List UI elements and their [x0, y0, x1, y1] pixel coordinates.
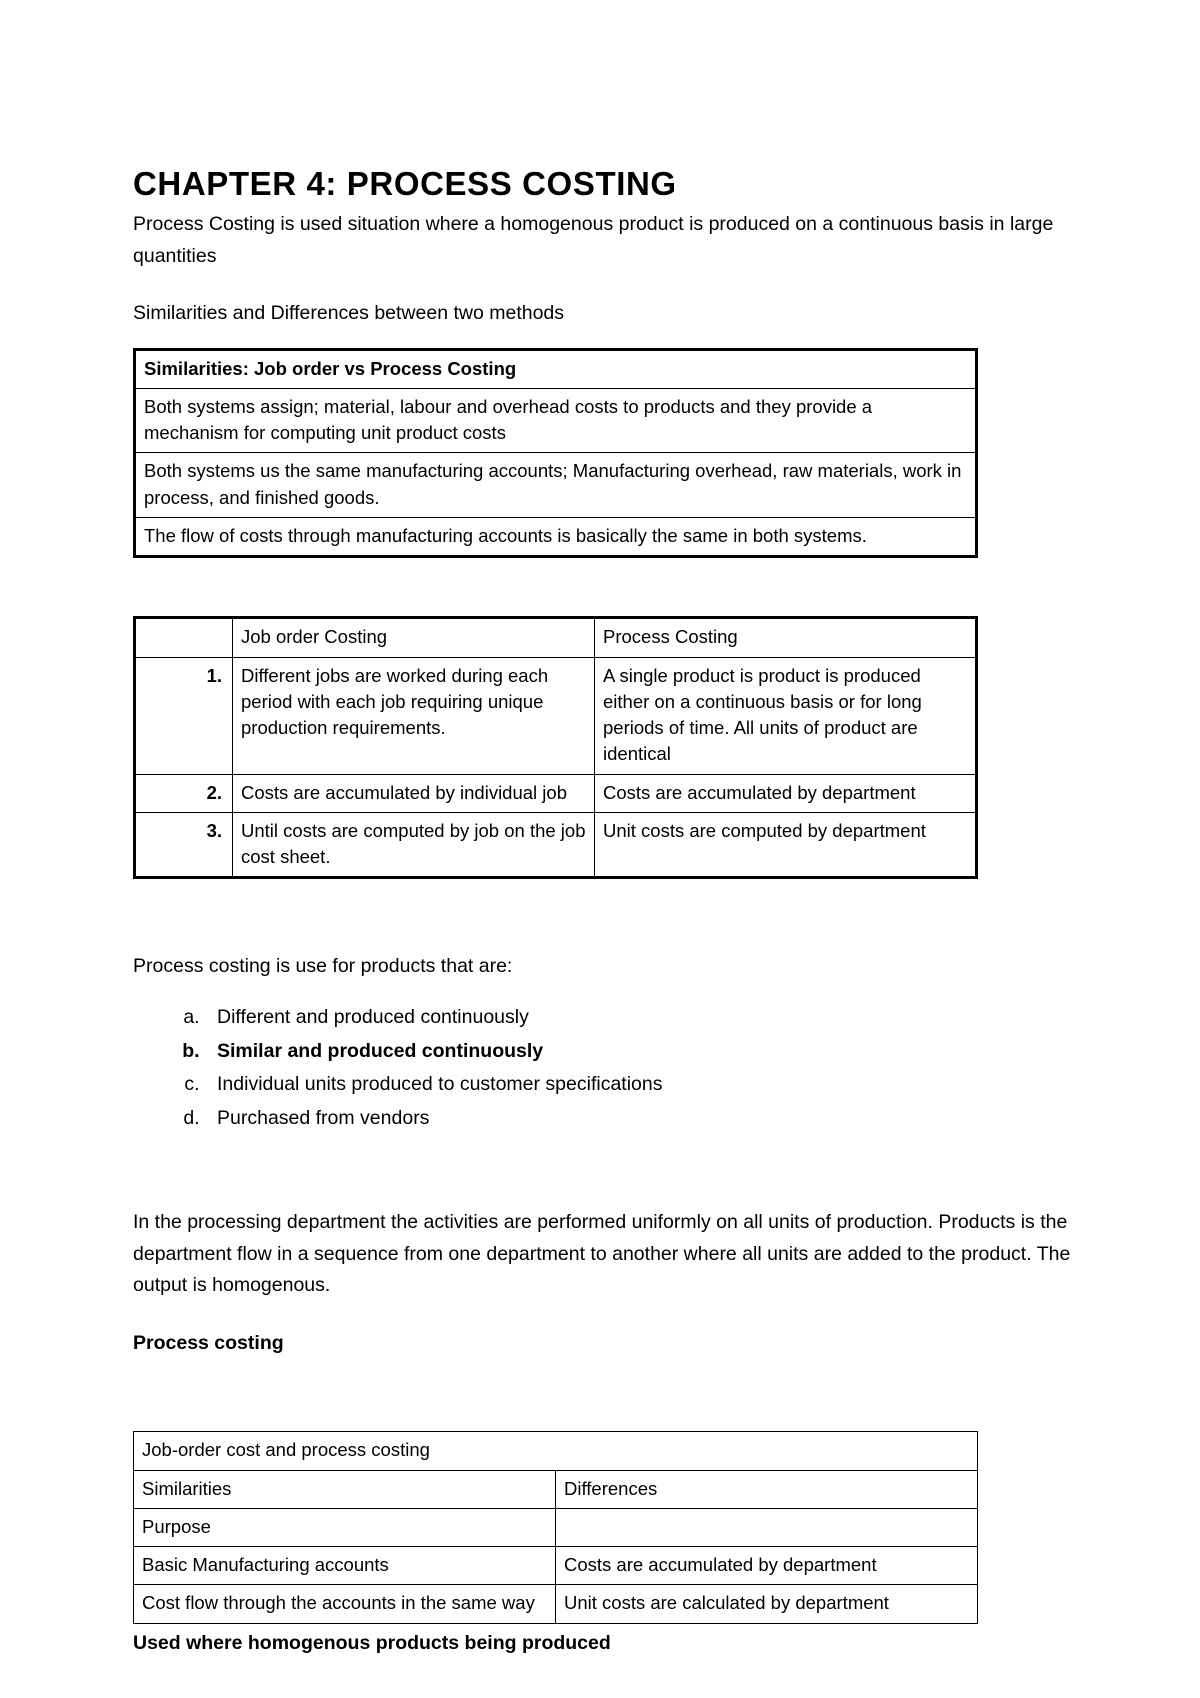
table-row — [135, 349, 977, 388]
table-row — [135, 618, 977, 657]
spacer — [133, 879, 1080, 951]
comparison-table-header-process: Process Costing — [595, 618, 977, 657]
table-row — [134, 1585, 978, 1623]
comparison-table-header-job-order: Job order Costing — [233, 618, 595, 657]
table-row — [135, 388, 977, 453]
page-title: CHAPTER 4: PROCESS COSTING — [133, 165, 677, 202]
table-row — [135, 657, 977, 774]
similarities-table — [133, 348, 978, 559]
footer-note: Used where homogenous products being produced — [133, 1631, 611, 1654]
table-row — [135, 812, 977, 878]
summary-cell-difference — [556, 1508, 978, 1546]
comparison-cell-process: A single product is product is produced either on a continuous basis or for long periods of time. All units of product are identical — [595, 657, 977, 774]
summary-table-header: Job-order cost and process costing — [134, 1432, 978, 1470]
summary-table — [133, 1431, 978, 1623]
intro-paragraph: Process Costing is used situation where a homogenous product is produced on a continuous basis in large quantities — [133, 212, 1054, 267]
comparison-cell-process: Costs are accumulated by department — [595, 774, 977, 812]
spacer — [133, 1135, 1080, 1207]
list-item: c. Individual units produced to customer specifications — [205, 1068, 1080, 1102]
processing-department-paragraph: In the processing department the activities are performed uniformly on all units of production. Products is the department flow in a sequence from one department to another where all units are added to the product. The output is homogenous. — [133, 1211, 1071, 1297]
table-row — [134, 1547, 978, 1585]
summary-table-header-differences: Differences — [556, 1470, 978, 1508]
summary-cell-difference: Costs are accumulated by department — [556, 1547, 978, 1585]
summary-table-header-similarities: Similarities — [134, 1470, 556, 1508]
summary-cell-similarity: Purpose — [134, 1508, 556, 1546]
comparison-cell-job-order: Different jobs are worked during each period with each job requiring unique production requirements. — [233, 657, 595, 774]
table-row — [135, 453, 977, 518]
question-options-list — [133, 1001, 1080, 1135]
comparison-cell-job-order: Until costs are computed by job on the job cost sheet. — [233, 812, 595, 878]
question-lead: Process costing is use for products that are: — [133, 955, 513, 978]
comparison-cell-process: Unit costs are computed by department — [595, 812, 977, 878]
similarities-table-cell: Both systems assign; material, labour and overhead costs to products and they provide a mechanism for computing unit product costs — [135, 388, 977, 453]
spacer — [133, 330, 1080, 348]
comparison-table — [133, 616, 978, 879]
row-number: 1. — [135, 657, 233, 774]
spacer — [133, 272, 1080, 298]
summary-cell-similarity: Cost flow through the accounts in the same way — [134, 1585, 556, 1623]
process-costing-heading: Process costing — [133, 1331, 284, 1354]
table-row — [134, 1432, 978, 1470]
spacer — [133, 983, 1080, 1001]
row-number: 3. — [135, 812, 233, 878]
comparison-table-corner — [135, 618, 233, 657]
spacer — [133, 558, 1080, 616]
comparison-cell-job-order: Costs are accumulated by individual job — [233, 774, 595, 812]
spacer — [133, 1359, 1080, 1431]
similarities-table-cell: Both systems us the same manufacturing accounts; Manufacturing overhead, raw materials, work in process, and finished goods. — [135, 453, 977, 518]
list-item: d. Purchased from vendors — [205, 1102, 1080, 1136]
similarities-table-header: Similarities: Job order vs Process Costing — [135, 349, 977, 388]
row-number: 2. — [135, 774, 233, 812]
section-heading-similarities-differences: Similarities and Differences between two methods — [133, 302, 565, 325]
list-item: a. Different and produced continuously — [205, 1001, 1080, 1035]
table-row — [135, 518, 977, 557]
table-row — [134, 1470, 978, 1508]
similarities-table-cell: The flow of costs through manufacturing accounts is basically the same in both systems. — [135, 518, 977, 557]
list-item: b. Similar and produced continuously — [205, 1035, 1080, 1069]
table-row — [135, 774, 977, 812]
table-row — [134, 1508, 978, 1546]
summary-cell-difference: Unit costs are calculated by department — [556, 1585, 978, 1623]
summary-cell-similarity: Basic Manufacturing accounts — [134, 1547, 556, 1585]
spacer — [133, 1302, 1080, 1328]
